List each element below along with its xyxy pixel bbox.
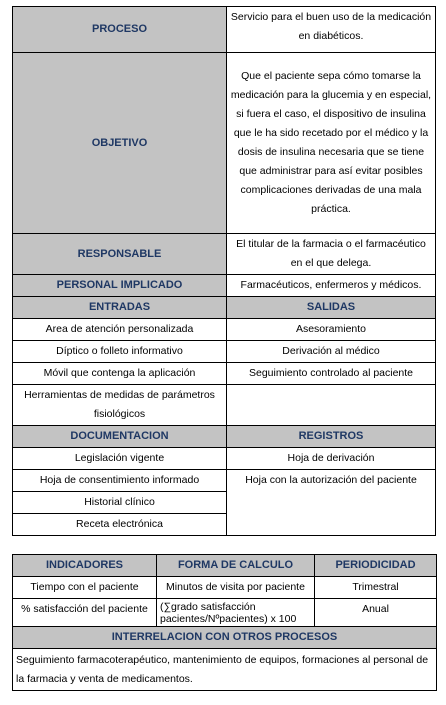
documentacion-header: DOCUMENTACION	[13, 426, 227, 448]
proceso-value: Servicio para el buen uso de la medicación en diabéticos.	[227, 7, 436, 53]
interrelacion-value: Seguimiento farmacoterapéutico, mantenimiento de equipos, formaciones al personal de la farmacia y venta de medicamentos.	[13, 649, 437, 691]
indicator-period: Anual	[315, 599, 437, 627]
salida-item: Seguimiento controlado al paciente	[227, 363, 436, 385]
indicator-calc: Minutos de visita por paciente	[157, 577, 315, 599]
objetivo-value: Que el paciente sepa cómo tomarse la medicación para la glucemia y en especial, si fuera el caso, el dispositivo de insulina que le ha sido recetado por el médico y la dosis de insulina necesaria que se tiene que administrar para así evitar posibles complicaciones derivadas de una mala práctica.	[227, 53, 436, 234]
salidas-header: SALIDAS	[227, 297, 436, 319]
empty-cell	[227, 385, 436, 426]
indicadores-header: INDICADORES	[13, 555, 157, 577]
entrada-item: Area de atención personalizada	[13, 319, 227, 341]
salida-item: Asesoramiento	[227, 319, 436, 341]
personal-label: PERSONAL IMPLICADO	[13, 275, 227, 297]
process-table	[12, 6, 436, 536]
responsable-value: El titular de la farmacia o el farmacéutico en el que delega.	[227, 234, 436, 275]
indicator-calc: (∑grado satisfacción pacientes/Nºpacientes) x 100	[157, 599, 315, 627]
entradas-header: ENTRADAS	[13, 297, 227, 319]
documentacion-item: Hoja de consentimiento informado	[13, 470, 227, 492]
indicators-table	[12, 554, 437, 691]
entrada-item: Díptico o folleto informativo	[13, 341, 227, 363]
indicator-name: % satisfacción del paciente	[13, 599, 157, 627]
proceso-label: PROCESO	[13, 7, 227, 53]
entrada-item: Herramientas de medidas de parámetros fisiológicos	[13, 385, 227, 426]
indicator-name: Tiempo con el paciente	[13, 577, 157, 599]
objetivo-label: OBJETIVO	[13, 53, 227, 234]
indicator-period: Trimestral	[315, 577, 437, 599]
documentacion-item: Historial clínico	[13, 492, 227, 514]
forma-calculo-header: FORMA DE CALCULO	[157, 555, 315, 577]
documentacion-item: Legislación vigente	[13, 448, 227, 470]
personal-value: Farmacéuticos, enfermeros y médicos.	[227, 275, 436, 297]
registro-item: Hoja de derivación	[227, 448, 436, 470]
documentacion-item: Receta electrónica	[13, 514, 227, 536]
interrelacion-header: INTERRELACION CON OTROS PROCESOS	[13, 627, 437, 649]
responsable-label: RESPONSABLE	[13, 234, 227, 275]
registros-header: REGISTROS	[227, 426, 436, 448]
salida-item: Derivación al médico	[227, 341, 436, 363]
periodicidad-header: PERIODICIDAD	[315, 555, 437, 577]
entrada-item: Móvil que contenga la aplicación	[13, 363, 227, 385]
registro-item: Hoja con la autorización del paciente	[227, 470, 436, 536]
